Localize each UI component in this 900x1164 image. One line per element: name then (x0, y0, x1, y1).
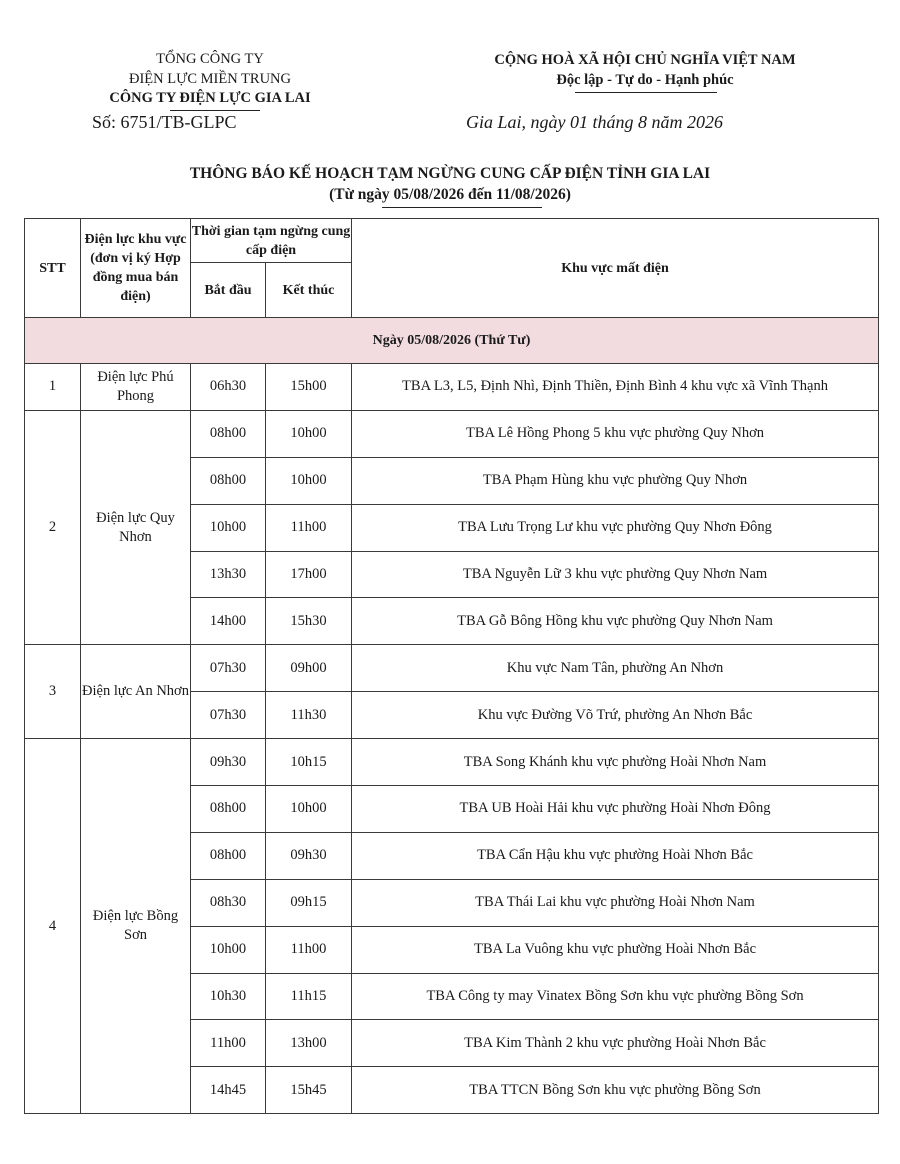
end-time: 09h15 (266, 879, 352, 926)
group-stt: 1 (25, 364, 81, 411)
header-stt: STT (25, 219, 81, 318)
end-time: 11h15 (266, 973, 352, 1020)
start-time: 08h00 (191, 786, 266, 833)
start-time: 07h30 (191, 645, 266, 692)
outage-area: Khu vực Đường Võ Trứ, phường An Nhơn Bắc (352, 692, 879, 739)
start-time: 08h00 (191, 832, 266, 879)
group-stt: 3 (25, 645, 81, 739)
outage-area: TBA La Vuông khu vực phường Hoài Nhơn Bắc (352, 926, 879, 973)
start-time: 10h30 (191, 973, 266, 1020)
group-stt: 2 (25, 410, 81, 644)
org-underline (170, 110, 260, 111)
end-time: 09h00 (266, 645, 352, 692)
outage-area: TBA Song Khánh khu vực phường Hoài Nhơn Nam (352, 739, 879, 786)
outage-area: TBA Gỗ Bông Hồng khu vực phường Quy Nhơn Nam (352, 598, 879, 645)
document-number: Số: 6751/TB-GLPC (92, 112, 237, 132)
outage-area: Khu vực Nam Tân, phường An Nhơn (352, 645, 879, 692)
start-time: 08h30 (191, 879, 266, 926)
start-time: 10h00 (191, 926, 266, 973)
end-time: 10h00 (266, 457, 352, 504)
start-time: 06h30 (191, 364, 266, 411)
outage-schedule-table (24, 218, 879, 1114)
org-parent-line2: ĐIỆN LỰC MIỀN TRUNG (128, 71, 291, 87)
outage-area: TBA Cẩn Hậu khu vực phường Hoài Nhơn Bắc (352, 832, 879, 879)
end-time: 11h30 (266, 692, 352, 739)
outage-area: TBA Kim Thành 2 khu vực phường Hoài Nhơn Bắc (352, 1020, 879, 1067)
document-title: THÔNG BÁO KẾ HOẠCH TẠM NGỪNG CUNG CẤP ĐIỆN TỈNH GIA LAI (189, 165, 711, 182)
end-time: 13h00 (266, 1020, 352, 1067)
outage-area: TBA L3, L5, Định Nhì, Định Thiền, Định Bình 4 khu vực xã Vĩnh Thạnh (352, 364, 879, 411)
outage-area: TBA Lưu Trọng Lư khu vực phường Quy Nhơn Đông (352, 504, 879, 551)
header-area: Khu vực mất điện (352, 219, 879, 318)
header-start: Bắt đầu (191, 263, 266, 318)
end-time: 10h15 (266, 739, 352, 786)
header-end: Kết thúc (266, 263, 352, 318)
title-underline (382, 207, 542, 208)
outage-area: TBA Thái Lai khu vực phường Hoài Nhơn Nam (352, 879, 879, 926)
end-time: 15h00 (266, 364, 352, 411)
group-stt: 4 (25, 739, 81, 1114)
outage-area: TBA Lê Hồng Phong 5 khu vực phường Quy Nhơn (352, 410, 879, 457)
motto-underline (575, 92, 717, 93)
group-unit: Điện lực An Nhơn (81, 645, 191, 739)
group-unit: Điện lực Phú Phong (81, 364, 191, 411)
end-time: 11h00 (266, 926, 352, 973)
end-time: 15h30 (266, 598, 352, 645)
start-time: 13h30 (191, 551, 266, 598)
outage-area: TBA TTCN Bồng Sơn khu vực phường Bồng Sơn (352, 1067, 879, 1114)
end-time: 10h00 (266, 410, 352, 457)
end-time: 17h00 (266, 551, 352, 598)
org-parent-line1: TỔNG CÔNG TY (156, 51, 264, 67)
end-time: 10h00 (266, 786, 352, 833)
table-row (25, 410, 879, 457)
outage-area: TBA Công ty may Vinatex Bồng Sơn khu vực phường Bồng Sơn (352, 973, 879, 1020)
start-time: 14h45 (191, 1067, 266, 1114)
header-unit: Điện lực khu vực (đơn vị ký Hợp đồng mua bán điện) (81, 219, 191, 318)
day-row: Ngày 05/08/2026 (Thứ Tư) (25, 318, 879, 364)
group-unit: Điện lực Quy Nhơn (81, 410, 191, 644)
outage-area: TBA UB Hoài Hải khu vực phường Hoài Nhơn Đông (352, 786, 879, 833)
start-time: 08h00 (191, 457, 266, 504)
table-row (25, 739, 879, 786)
nation-heading: CỘNG HOÀ XÃ HỘI CHỦ NGHĨA VIỆT NAM (494, 52, 796, 68)
start-time: 11h00 (191, 1020, 266, 1067)
start-time: 08h00 (191, 410, 266, 457)
motto: Độc lập - Tự do - Hạnh phúc (556, 72, 734, 88)
end-time: 15h45 (266, 1067, 352, 1114)
start-time: 07h30 (191, 692, 266, 739)
org-name: CÔNG TY ĐIỆN LỰC GIA LAI (109, 90, 311, 106)
end-time: 11h00 (266, 504, 352, 551)
header-time: Thời gian tạm ngừng cung cấp điện (191, 219, 352, 263)
outage-area: TBA Nguyễn Lữ 3 khu vực phường Quy Nhơn Nam (352, 551, 879, 598)
group-unit: Điện lực Bồng Sơn (81, 739, 191, 1114)
table-row (25, 645, 879, 692)
end-time: 09h30 (266, 832, 352, 879)
table-row (25, 364, 879, 411)
start-time: 14h00 (191, 598, 266, 645)
document-subtitle: (Từ ngày 05/08/2026 đến 11/08/2026) (329, 186, 571, 203)
outage-area: TBA Phạm Hùng khu vực phường Quy Nhơn (352, 457, 879, 504)
start-time: 09h30 (191, 739, 266, 786)
place-date: Gia Lai, ngày 01 tháng 8 năm 2026 (466, 112, 724, 132)
start-time: 10h00 (191, 504, 266, 551)
